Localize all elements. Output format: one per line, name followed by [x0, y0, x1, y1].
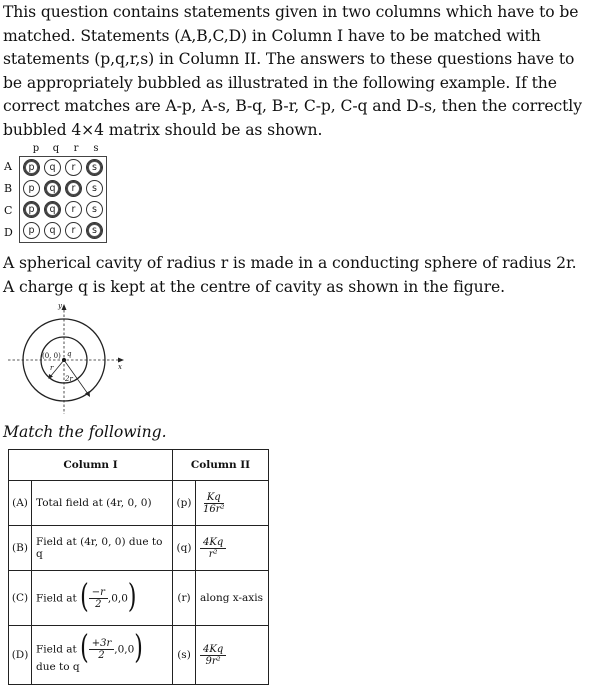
column-ii-header: Column II: [173, 450, 269, 481]
fraction-numerator: 4Kq: [200, 644, 226, 656]
bubble-a-q[interactable]: q: [44, 159, 61, 176]
row-label-a: (A): [9, 481, 32, 526]
fraction-numerator: +3r: [89, 638, 115, 650]
bubble-c-q[interactable]: q: [44, 201, 61, 218]
matrix-col-q: q: [52, 143, 60, 154]
statement-c: [32, 571, 173, 626]
matrix-row-b: B: [4, 182, 13, 195]
statement-d-suffix: ,0,0: [114, 643, 135, 655]
fraction-denominator: 16r²: [203, 503, 225, 515]
cavity-figure: [6, 300, 132, 416]
match-table: [8, 449, 269, 685]
matrix-column-header: [26, 143, 110, 157]
table-header-row: [9, 450, 269, 481]
fraction: [200, 492, 228, 515]
statement-b: Field at (4r, 0, 0) due to q: [32, 526, 173, 571]
fraction-denominator: 9r²: [205, 655, 221, 667]
fraction-denominator: 2: [98, 649, 105, 661]
bubble-b-q[interactable]: q: [44, 180, 61, 197]
fraction-denominator: 2: [95, 598, 102, 610]
fraction: [200, 644, 226, 667]
right-paren: ): [134, 629, 143, 667]
left-paren: (: [80, 629, 89, 667]
row-label-c: (C): [9, 571, 32, 626]
question-paragraph: A spherical cavity of radius r is made in a conducting sphere of radius 2r. A charge q is kept at the centre of cavity as shown in the figure.: [3, 254, 577, 296]
statement-d-tail: due to q: [36, 660, 80, 673]
bubble-d-p[interactable]: p: [23, 222, 40, 239]
column-i-header: Column I: [9, 450, 173, 481]
fraction-numerator: Kq: [204, 492, 224, 504]
row-label-d: (D): [9, 626, 32, 685]
fraction-numerator: 4Kq: [200, 537, 226, 549]
row-label-p: (p): [173, 481, 196, 526]
fraction: [89, 587, 108, 610]
y-axis-label: y: [58, 302, 62, 310]
statement-a: Total field at (4r, 0, 0): [32, 481, 173, 526]
bubble-c-s[interactable]: s: [86, 201, 103, 218]
charge-label: q: [67, 350, 72, 358]
row-label-q: (q): [173, 526, 196, 571]
fraction-numerator: −r: [89, 587, 108, 599]
table-row: [9, 626, 269, 685]
row-label-s: (s): [173, 626, 196, 685]
option-q: [196, 526, 269, 571]
option-p: [196, 481, 269, 526]
fraction: [89, 638, 115, 661]
bubble-a-p[interactable]: p: [23, 159, 40, 176]
fraction: [200, 537, 226, 560]
two-r-label: 2r: [65, 375, 73, 383]
option-r: along x-axis: [196, 571, 269, 626]
origin-label: (0, 0): [42, 352, 61, 360]
bubble-b-s[interactable]: s: [86, 180, 103, 197]
matrix-row-a: A: [4, 160, 12, 173]
table-row: [9, 571, 269, 626]
table-row: [9, 526, 269, 571]
bubble-a-s[interactable]: s: [86, 159, 103, 176]
fraction-denominator: r²: [208, 548, 218, 560]
left-paren: (: [80, 578, 89, 616]
x-axis-label: x: [118, 363, 122, 371]
matrix-grid: [19, 156, 107, 243]
statement-c-prefix: Field at: [36, 592, 77, 604]
instructions-paragraph: This question contains statements given in two columns which have to be matched. Statements (A,B,C,D) in Column I have to be matched with statements (p,q,r,s) in Column II. The answers to these questions have to be appropriately bubbled as illustrated in the following example. If the correct matches are A-p, A-s, B-q, B-r, C-p, C-q and D-s, then the correctly bubbled 4×4 matrix should be as shown.: [3, 3, 582, 139]
matrix-col-r: r: [73, 143, 79, 154]
statement-c-suffix: ,0,0: [107, 592, 128, 604]
bubble-a-r[interactable]: r: [65, 159, 82, 176]
matrix-col-p: p: [32, 143, 40, 154]
matrix-row-d: D: [4, 226, 13, 239]
bubble-d-s[interactable]: s: [86, 222, 103, 239]
bubble-c-r[interactable]: r: [65, 201, 82, 218]
bubble-d-r[interactable]: r: [65, 222, 82, 239]
r-label: r: [50, 364, 54, 372]
row-label-b: (B): [9, 526, 32, 571]
right-paren: ): [127, 578, 137, 616]
table-row: [9, 481, 269, 526]
statement-d: [32, 626, 173, 685]
bubble-b-r[interactable]: r: [65, 180, 82, 197]
bubble-d-q[interactable]: q: [44, 222, 61, 239]
matrix-col-s: s: [93, 143, 99, 154]
matrix-row-c: C: [4, 204, 13, 217]
match-heading: Match the following.: [3, 423, 167, 441]
cavity-diagram: [6, 300, 132, 416]
statement-d-prefix: Field at: [36, 643, 77, 655]
option-s: [196, 626, 269, 685]
bubble-c-p[interactable]: p: [23, 201, 40, 218]
bubble-b-p[interactable]: p: [23, 180, 40, 197]
row-label-r: (r): [173, 571, 196, 626]
